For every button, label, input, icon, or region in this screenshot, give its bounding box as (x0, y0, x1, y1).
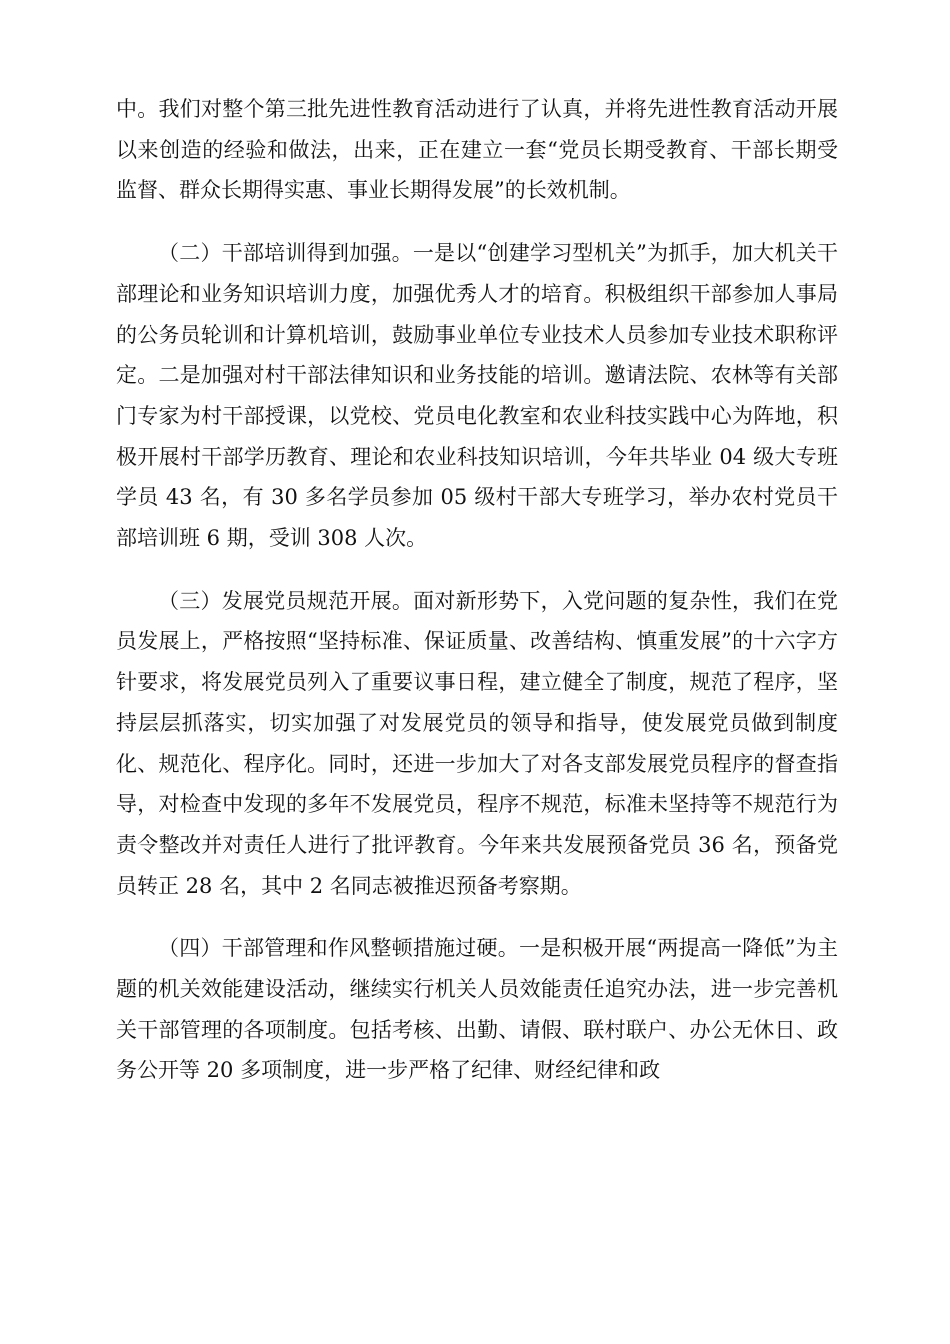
paragraph-cadre-training: （二）干部培训得到加强。一是以“创建学习型机关”为抓手，加大机关干部理论和业务知识培训力度，加强优秀人才的培育。积极组织干部参加人事局的公务员轮训和计算机培训，鼓励事业单位专业技术人员参加专业技术职称评定。二是加强对村干部法律知识和业务技能的培训。邀请法院、农林等有关部门专家为村干部授课，以党校、党员电化教室和农业科技实践中心为阵地，积极开展村干部学历教育、理论和农业科技知识培训，今年共毕业 04 级大专班学员 43 名，有 30 多名学员参加 05 级村干部大专班学习，举办农村党员干部培训班 6 期，受训 308 人次。 (116, 241, 838, 551)
document-body (116, 89, 838, 1113)
paragraph-continuation: 中。我们对整个第三批先进性教育活动进行了认真，并将先进性教育活动开展以来创造的经验和做法，出来，正在建立一套“党员长期受教育、干部长期受监督、群众长期得实惠、事业长期得发展”的长效机制。 (116, 97, 838, 203)
paragraph-cadre-management: （四）干部管理和作风整顿措施过硬。一是积极开展“两提高一降低”为主题的机关效能建设活动，继续实行机关人员效能责任追究办法，进一步完善机关干部管理的各项制度。包括考核、出勤、请假、联村联户、办公无休日、政务公开等 20 多项制度，进一步严格了纪律、财经纪律和政 (116, 936, 838, 1083)
paragraph-party-member-development: （三）发展党员规范开展。面对新形势下，入党问题的复杂性，我们在党员发展上，严格按照“坚持标准、保证质量、改善结构、慎重发展”的十六字方针要求，将发展党员列入了重要议事日程，建立健全了制度，规范了程序，坚持层层抓落实，切实加强了对发展党员的领导和指导，使发展党员做到制度化、规范化、程序化。同时，还进一步加大了对各支部发展党员程序的督查指导，对检查中发现的多年不发展党员，程序不规范，标准未坚持等不规范行为责令整改并对责任人进行了批评教育。今年来共发展预备党员 36 名，预备党员转正 28 名，其中 2 名同志被推迟预备考察期。 (116, 588, 838, 898)
